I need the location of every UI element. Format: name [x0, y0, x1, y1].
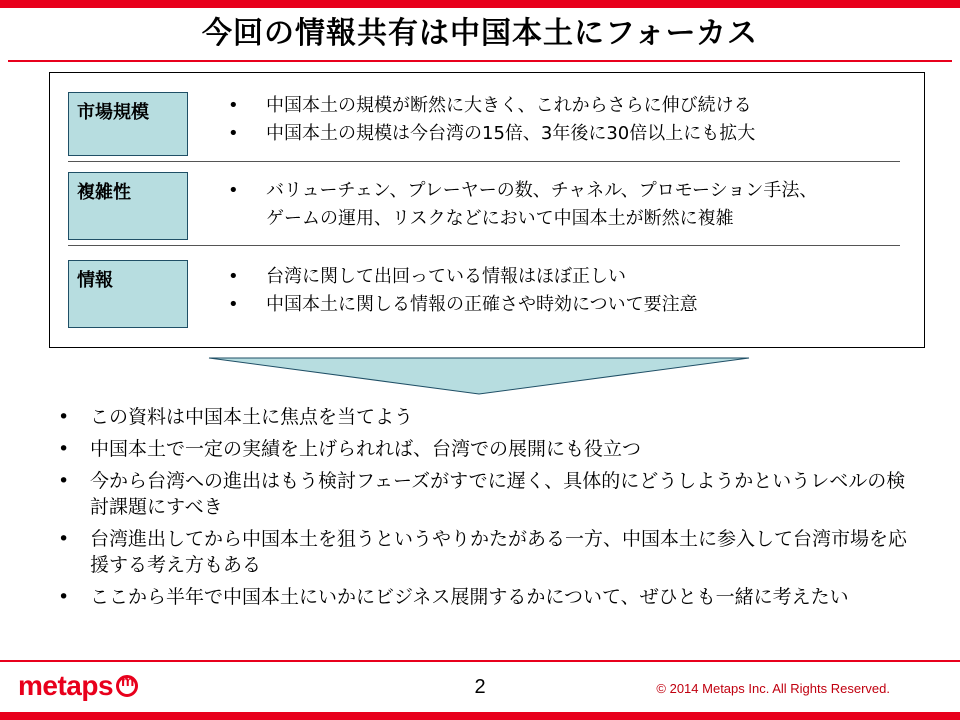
conclusion-item: • 今から台湾への進出はもう検討フェーズがすでに遅く、具体的にどうしようかというレベルの検討課題にすべき: [58, 468, 920, 520]
footer-rule: [0, 660, 960, 662]
logo-text: metaps: [18, 670, 114, 701]
conclusion-list: [58, 404, 920, 616]
bullet-item: • 中国本土の規模は今台湾の15倍、3年後に30倍以上にも拡大: [228, 120, 755, 148]
conclusion-item: • 中国本土で一定の実績を上げられれば、台湾での展開にも役立つ: [58, 436, 920, 462]
section-divider: [68, 245, 900, 246]
section-label: 市場規模: [68, 92, 188, 156]
bullet-item: • バリューチェン、プレーヤーの数、チャネル、プロモーション手法、: [228, 177, 817, 205]
bullet-item: • 中国本土の規模が断然に大きく、これからさらに伸び続ける: [228, 92, 755, 120]
top-accent-bar: [0, 0, 960, 8]
bullet-item: • 中国本土に関しる情報の正確さや時効について要注意: [228, 291, 698, 319]
section-label: 情報: [68, 260, 188, 328]
section-bullets: [228, 263, 698, 319]
section-bullets: [228, 177, 817, 233]
section-bullets: [228, 92, 755, 148]
section-label: 複雑性: [68, 172, 188, 240]
conclusion-item: • ここから半年で中国本土にいかにビジネス展開するかについて、ぜひとも一緒に考えたい: [58, 584, 920, 610]
bullet-item: • 台湾に関して出回っている情報はほぼ正しい: [228, 263, 698, 291]
conclusion-item: • この資料は中国本土に焦点を当てよう: [58, 404, 920, 430]
bottom-accent-bar: [0, 712, 960, 720]
title-underline: [8, 60, 952, 62]
section-divider: [68, 161, 900, 162]
page-number: 2: [474, 676, 486, 698]
down-arrow-icon: [208, 357, 750, 395]
bullet-continuation: ゲームの運用、リスクなどにおいて中国本土が断然に複雑: [266, 208, 734, 229]
summary-box: [49, 72, 925, 348]
conclusion-item: • 台湾進出してから中国本土を狙うというやりかたがある一方、中国本土に参入して台湾市場を応援する考え方もある: [58, 526, 920, 578]
slide-title: 今回の情報共有は中国本土にフォーカス: [202, 16, 758, 51]
copyright-text: © 2014 Metaps Inc. All Rights Reserved.: [656, 681, 890, 696]
